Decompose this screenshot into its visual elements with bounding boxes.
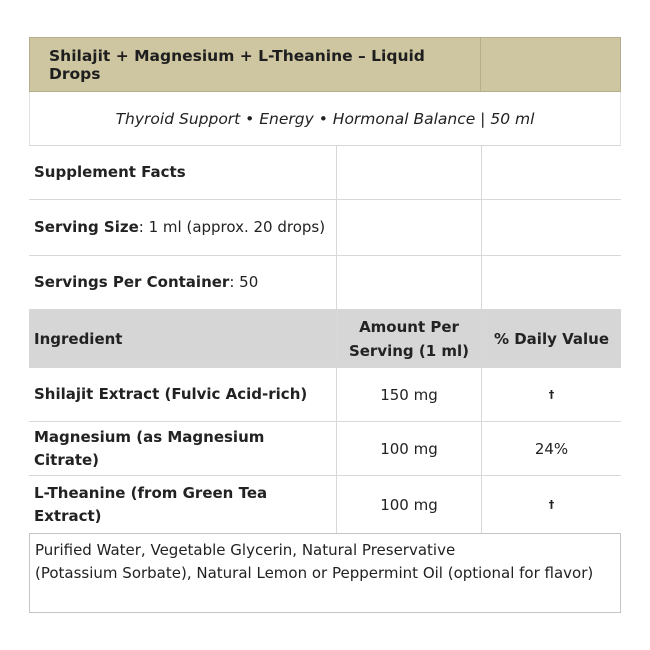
ingredient-amount: 100 mg [336,422,481,475]
empty-cell [336,256,481,309]
serving-size-label: Serving Size [34,218,139,236]
ingredient-amount: 100 mg [336,476,481,533]
servings-per-container-label: Servings Per Container [34,273,230,291]
ingredient-row [29,368,621,422]
daily-value-column-header: % Daily Value [481,310,621,367]
ingredient-name: Magnesium (as Magnesium Citrate) [34,427,265,469]
serving-size [29,200,336,255]
empty-cell [336,200,481,255]
amount-column-header: Amount Per Serving (1 ml) [336,310,481,367]
facts-heading: Supplement Facts [34,163,186,181]
empty-cell [481,146,621,199]
ingredient-daily-value: 24% [481,422,621,475]
ingredient-row [29,476,621,534]
ingredient-daily-value: † [481,368,621,421]
empty-cell [481,200,621,255]
serving-size-row [29,200,621,256]
ingredient-row [29,422,621,476]
title-empty-cell [480,38,620,91]
title-row [29,37,621,92]
product-subtitle: Thyroid Support • Energy • Hormonal Balance | 50 ml [29,92,621,146]
column-header-row [29,310,621,368]
product-title: Shilajit + Magnesium + L-Theanine – Liquid Drops [49,46,425,83]
servings-per-container-value: : 50 [229,273,259,291]
ingredient-daily-value: † [481,476,621,533]
ingredient-amount: 150 mg [336,368,481,421]
empty-cell [336,146,481,199]
facts-heading-row [29,146,621,200]
other-ingredients: Purified Water, Vegetable Glycerin, Natural Preservative (Potassium Sorbate), Natural Lemon or Peppermint Oil (optional for flavor) [29,534,621,613]
servings-per-container [29,256,336,309]
ingredient-column-header: Ingredient [34,329,123,348]
supplement-facts-table [29,37,621,613]
ingredient-name: Shilajit Extract (Fulvic Acid-rich) [34,385,308,403]
ingredient-name: L-Theanine (from Green Tea Extract) [34,483,268,525]
serving-size-value: : 1 ml (approx. 20 drops) [138,218,326,236]
servings-per-container-row [29,256,621,310]
empty-cell [481,256,621,309]
